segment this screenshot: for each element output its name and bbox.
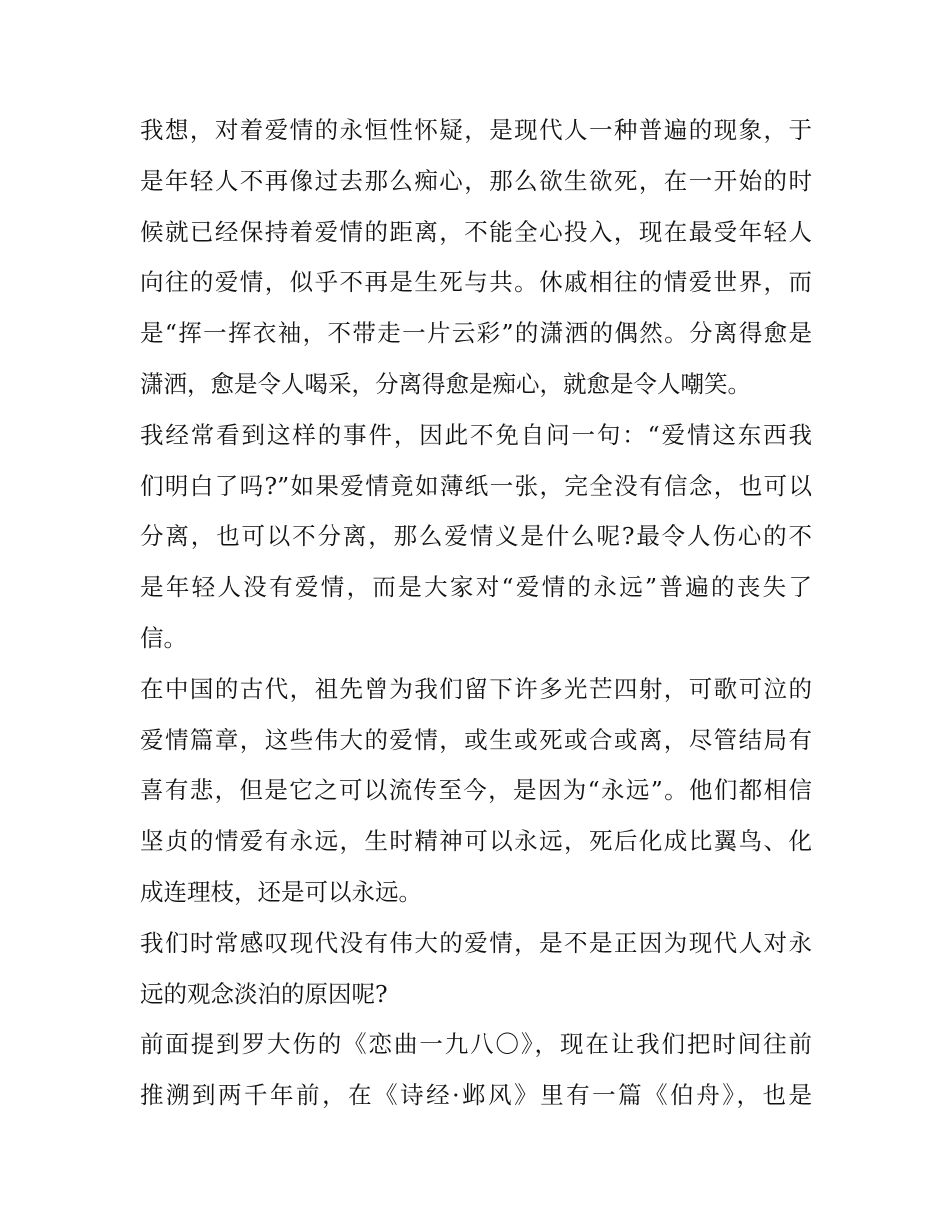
text-line: 我经常看到这样的事件，因此不免自问一句：“爱情这东西我 <box>140 420 812 449</box>
text-line: 是年轻人没有爱情，而是大家对“爱情的永远”普遍的丧失了 <box>140 573 812 602</box>
text-line: 推溯到两千年前，在《诗经·邺风》里有一篇《伯舟》，也是 <box>140 1081 812 1110</box>
text-line: 我们时常感叹现代没有伟大的爱情，是不是正因为现代人对永 <box>140 928 812 957</box>
text-line: 喜有悲，但是它之可以流传至今，是因为“永远”。他们都相信 <box>140 776 812 805</box>
text-line: 成连理枝，还是可以永远。 <box>140 877 422 906</box>
text-line: 在中国的古代，祖先曾为我们留下许多光芒四射，可歌可泣的 <box>140 674 812 703</box>
text-line: 潇洒，愈是令人喝采，分离得愈是痴心，就愈是令人嘲笑。 <box>140 369 751 398</box>
text-line: 候就已经保持着爱情的距离，不能全心投入，现在最受年轻人 <box>140 217 812 246</box>
body-text <box>140 105 812 1121</box>
text-line: 坚贞的情爱有永远，生时精神可以永远，死后化成比翼鸟、化 <box>140 827 812 856</box>
text-line: 是“挥一挥衣袖，不带走一片云彩”的潇洒的偶然。分离得愈是 <box>140 319 812 348</box>
text-line: 信。 <box>140 623 187 652</box>
text-line: 是年轻人不再像过去那么痴心，那么欲生欲死，在一开始的时 <box>140 166 812 195</box>
text-line: 向往的爱情，似乎不再是生死与共。休戚相往的情爱世界，而 <box>140 268 812 297</box>
text-line: 分离，也可以不分离，那么爱情义是什么呢?最令人伤心的不 <box>140 522 812 551</box>
text-line: 爱情篇章，这些伟大的爱情，或生或死或合或离，尽管结局有 <box>140 725 812 754</box>
text-line: 们明白了吗?”如果爱情竟如薄纸一张，完全没有信念，也可以 <box>140 471 812 500</box>
text-line: 远的观念淡泊的原因呢? <box>140 979 388 1008</box>
text-line: 前面提到罗大伤的《恋曲一九八〇》，现在让我们把时间往前 <box>140 1030 812 1059</box>
text-line: 我想，对着爱情的永恒性怀疑，是现代人一种普遍的现象，于 <box>140 116 812 144</box>
